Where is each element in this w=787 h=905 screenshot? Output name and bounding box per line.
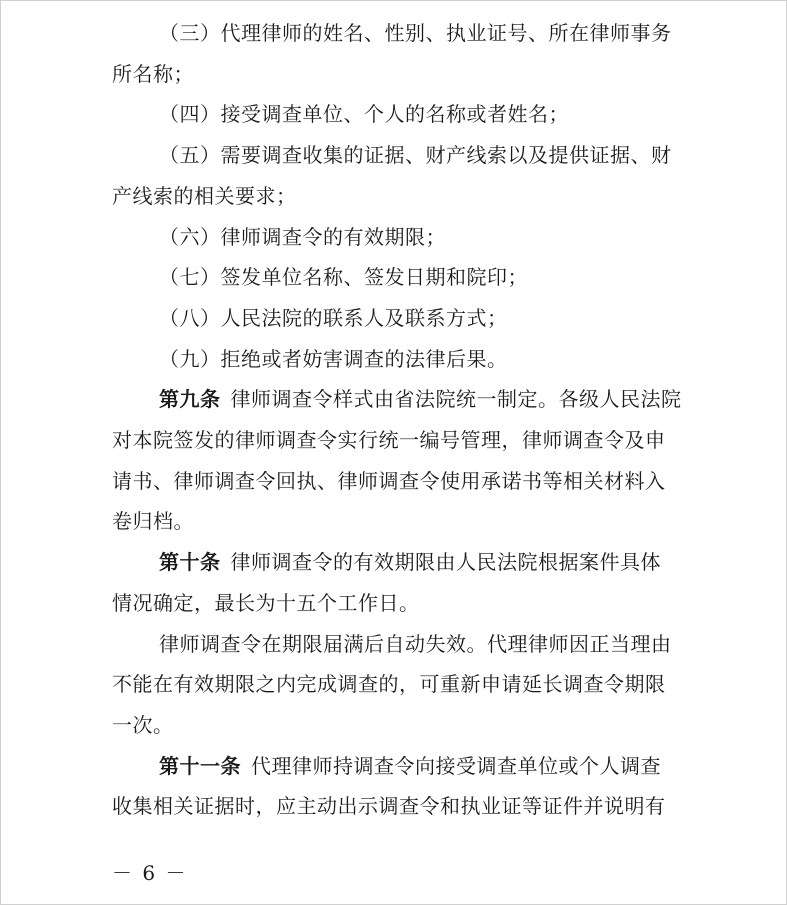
text-line (112, 705, 694, 746)
line-text: 不能在有效期限之内完成调查的，可重新申请延长调查令期限 (112, 672, 666, 697)
text-line (112, 461, 694, 502)
line-text: 所名称； (112, 61, 194, 86)
line-text: （八）人民法院的联系人及联系方式； (159, 305, 508, 330)
line-text: 产线索的相关要求； (112, 183, 297, 208)
text-line (112, 583, 694, 624)
text-line (112, 257, 694, 298)
text-line (112, 664, 694, 705)
text-line (112, 217, 694, 258)
text-line (112, 54, 694, 95)
article-line (112, 746, 694, 787)
line-text: 律师调查令的有效期限由人民法院根据案件具体 (230, 550, 661, 575)
text-line (112, 176, 694, 217)
text-line (112, 298, 694, 339)
line-text: 请书、律师调查令回执、律师调查令使用承诺书等相关材料入 (112, 468, 666, 493)
article-line (112, 542, 694, 583)
line-text: 律师调查令样式由省法院统一制定。各级人民法院 (230, 387, 682, 412)
line-text: 卷归档。 (112, 509, 194, 534)
document-body (112, 13, 694, 827)
line-text: （三）代理律师的姓名、性别、执业证号、所在律师事务 (159, 21, 672, 45)
text-line (112, 339, 694, 380)
text-line (112, 786, 694, 827)
article-title: 第十一条 (159, 753, 241, 778)
line-text: 对本院签发的律师调查令实行统一编号管理，律师调查令及申 (112, 428, 666, 453)
article-title: 第十条 (159, 550, 221, 575)
text-line (112, 135, 694, 176)
line-text: （五）需要调查收集的证据、财产线索以及提供证据、财 (159, 143, 672, 168)
line-text: 代理律师持调查令向接受调查单位或个人调查 (251, 753, 661, 778)
line-text: 一次。 (112, 712, 174, 737)
line-text: （六）律师调查令的有效期限； (159, 224, 446, 249)
line-text: （四）接受调查单位、个人的名称或者姓名； (159, 102, 569, 127)
line-text: （七）签发单位名称、签发日期和院印； (159, 265, 528, 290)
line-text: 情况确定，最长为十五个工作日。 (112, 590, 420, 615)
line-text: 律师调查令在期限届满后自动失效。代理律师因正当理由 (159, 631, 672, 656)
text-line (112, 420, 694, 461)
text-line (112, 13, 694, 54)
article-line (112, 379, 694, 420)
line-text: （九）拒绝或者妨害调查的法律后果。 (159, 346, 508, 371)
page-number: － 6 － (112, 861, 188, 885)
text-line (112, 501, 694, 542)
text-line (112, 624, 694, 665)
article-title: 第九条 (159, 387, 221, 412)
line-text: 收集相关证据时，应主动出示调查令和执业证等证件并说明有 (112, 794, 666, 819)
text-line (112, 94, 694, 135)
